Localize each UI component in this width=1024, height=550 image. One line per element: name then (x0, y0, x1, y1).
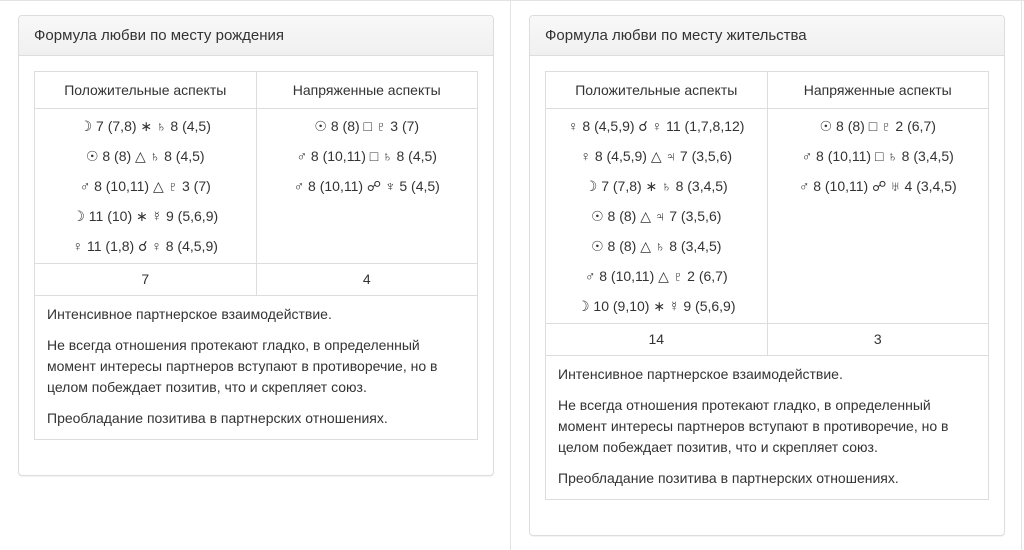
aspect-line: ☉ 8 (8) △ ♄ 8 (3,4,5) (591, 238, 722, 254)
birth-place-panel-heading (19, 16, 493, 56)
aspect-line: ♂ 8 (10,11) □ ♄ 8 (4,5) (296, 148, 437, 164)
panel-title: Формула любви по месту рождения (34, 27, 285, 44)
residence-place-panel (529, 15, 1005, 536)
aspect-line: ☉ 8 (8) □ ♇ 3 (7) (314, 118, 420, 134)
description-row (546, 356, 989, 500)
description-cell (35, 296, 478, 440)
aspect-line: ♀ 8 (4,5,9) ☌ ♀ 11 (1,7,8,12) (568, 118, 745, 134)
left-column (0, 1, 511, 550)
aspects-table (34, 71, 478, 440)
description-paragraph: Интенсивное партнерское взаимодействие. (47, 306, 332, 322)
tense-aspects-header-cell: Напряженные аспекты (256, 72, 478, 109)
tense-score: 4 (256, 264, 478, 296)
aspect-line: ☽ 11 (10) ∗ ☿ 9 (5,6,9) (72, 208, 219, 224)
description-paragraph: Интенсивное партнерское взаимодействие. (558, 366, 843, 382)
residence-place-panel-body (530, 56, 1004, 535)
table-header-row (35, 72, 478, 109)
aspects-row (35, 109, 478, 264)
aspect-line: ☽ 7 (7,8) ∗ ♄ 8 (4,5) (79, 118, 211, 134)
tense-aspects-header-cell: Напряженные аспекты (767, 72, 989, 109)
description-cell (546, 356, 989, 500)
aspect-line: ☽ 10 (9,10) ∗ ☿ 9 (5,6,9) (576, 298, 736, 314)
positive-aspects-header-cell: Положительные аспекты (35, 72, 257, 109)
birth-place-panel (18, 15, 494, 476)
description-paragraph: Преобладание позитива в партнерских отношениях. (558, 470, 899, 486)
right-column (511, 1, 1022, 550)
positive-aspects-header-cell: Положительные аспекты (546, 72, 768, 109)
aspect-line: ♂ 8 (10,11) □ ♄ 8 (3,4,5) (801, 148, 954, 164)
aspect-line: ♀ 8 (4,5,9) △ ♃ 7 (3,5,6) (580, 148, 733, 164)
scores-row (35, 264, 478, 296)
aspects-row (546, 109, 989, 324)
aspects-table (545, 71, 989, 500)
table-header-row (546, 72, 989, 109)
positive-aspects-cell (546, 109, 768, 324)
tense-aspects-cell (256, 109, 478, 264)
description-row (35, 296, 478, 440)
scores-row (546, 324, 989, 356)
description-paragraph: Преобладание позитива в партнерских отношениях. (47, 410, 388, 426)
aspect-line: ☉ 8 (8) △ ♃ 7 (3,5,6) (591, 208, 722, 224)
tense-aspects-cell (767, 109, 989, 324)
aspect-line: ☽ 7 (7,8) ∗ ♄ 8 (3,4,5) (584, 178, 728, 194)
residence-place-panel-heading (530, 16, 1004, 56)
aspect-line: ♀ 11 (1,8) ☌ ♀ 8 (4,5,9) (72, 238, 218, 254)
tense-score: 3 (767, 324, 989, 356)
positive-score: 7 (35, 264, 257, 296)
aspect-line: ♂ 8 (10,11) △ ♇ 3 (7) (79, 178, 211, 194)
aspect-line: ♂ 8 (10,11) △ ♇ 2 (6,7) (584, 268, 728, 284)
aspect-line: ♂ 8 (10,11) ☍ ♅ 4 (3,4,5) (798, 178, 957, 194)
aspect-line: ♂ 8 (10,11) ☍ ♆ 5 (4,5) (293, 178, 440, 194)
positive-aspects-cell (35, 109, 257, 264)
panel-title: Формула любви по месту жительства (545, 27, 807, 44)
aspect-line: ☉ 8 (8) □ ♇ 2 (6,7) (819, 118, 936, 134)
positive-score: 14 (546, 324, 768, 356)
description-paragraph: Не всегда отношения протекают гладко, в определенный момент интересы партнеров вступают в противоречие, но в целом побеждает позитив, что и скрепляет союз. (558, 397, 949, 455)
description-paragraph: Не всегда отношения протекают гладко, в определенный момент интересы партнеров вступают в противоречие, но в целом побеждает позитив, что и скрепляет союз. (47, 337, 438, 395)
aspect-line: ☉ 8 (8) △ ♄ 8 (4,5) (85, 148, 205, 164)
birth-place-panel-body (19, 56, 493, 475)
